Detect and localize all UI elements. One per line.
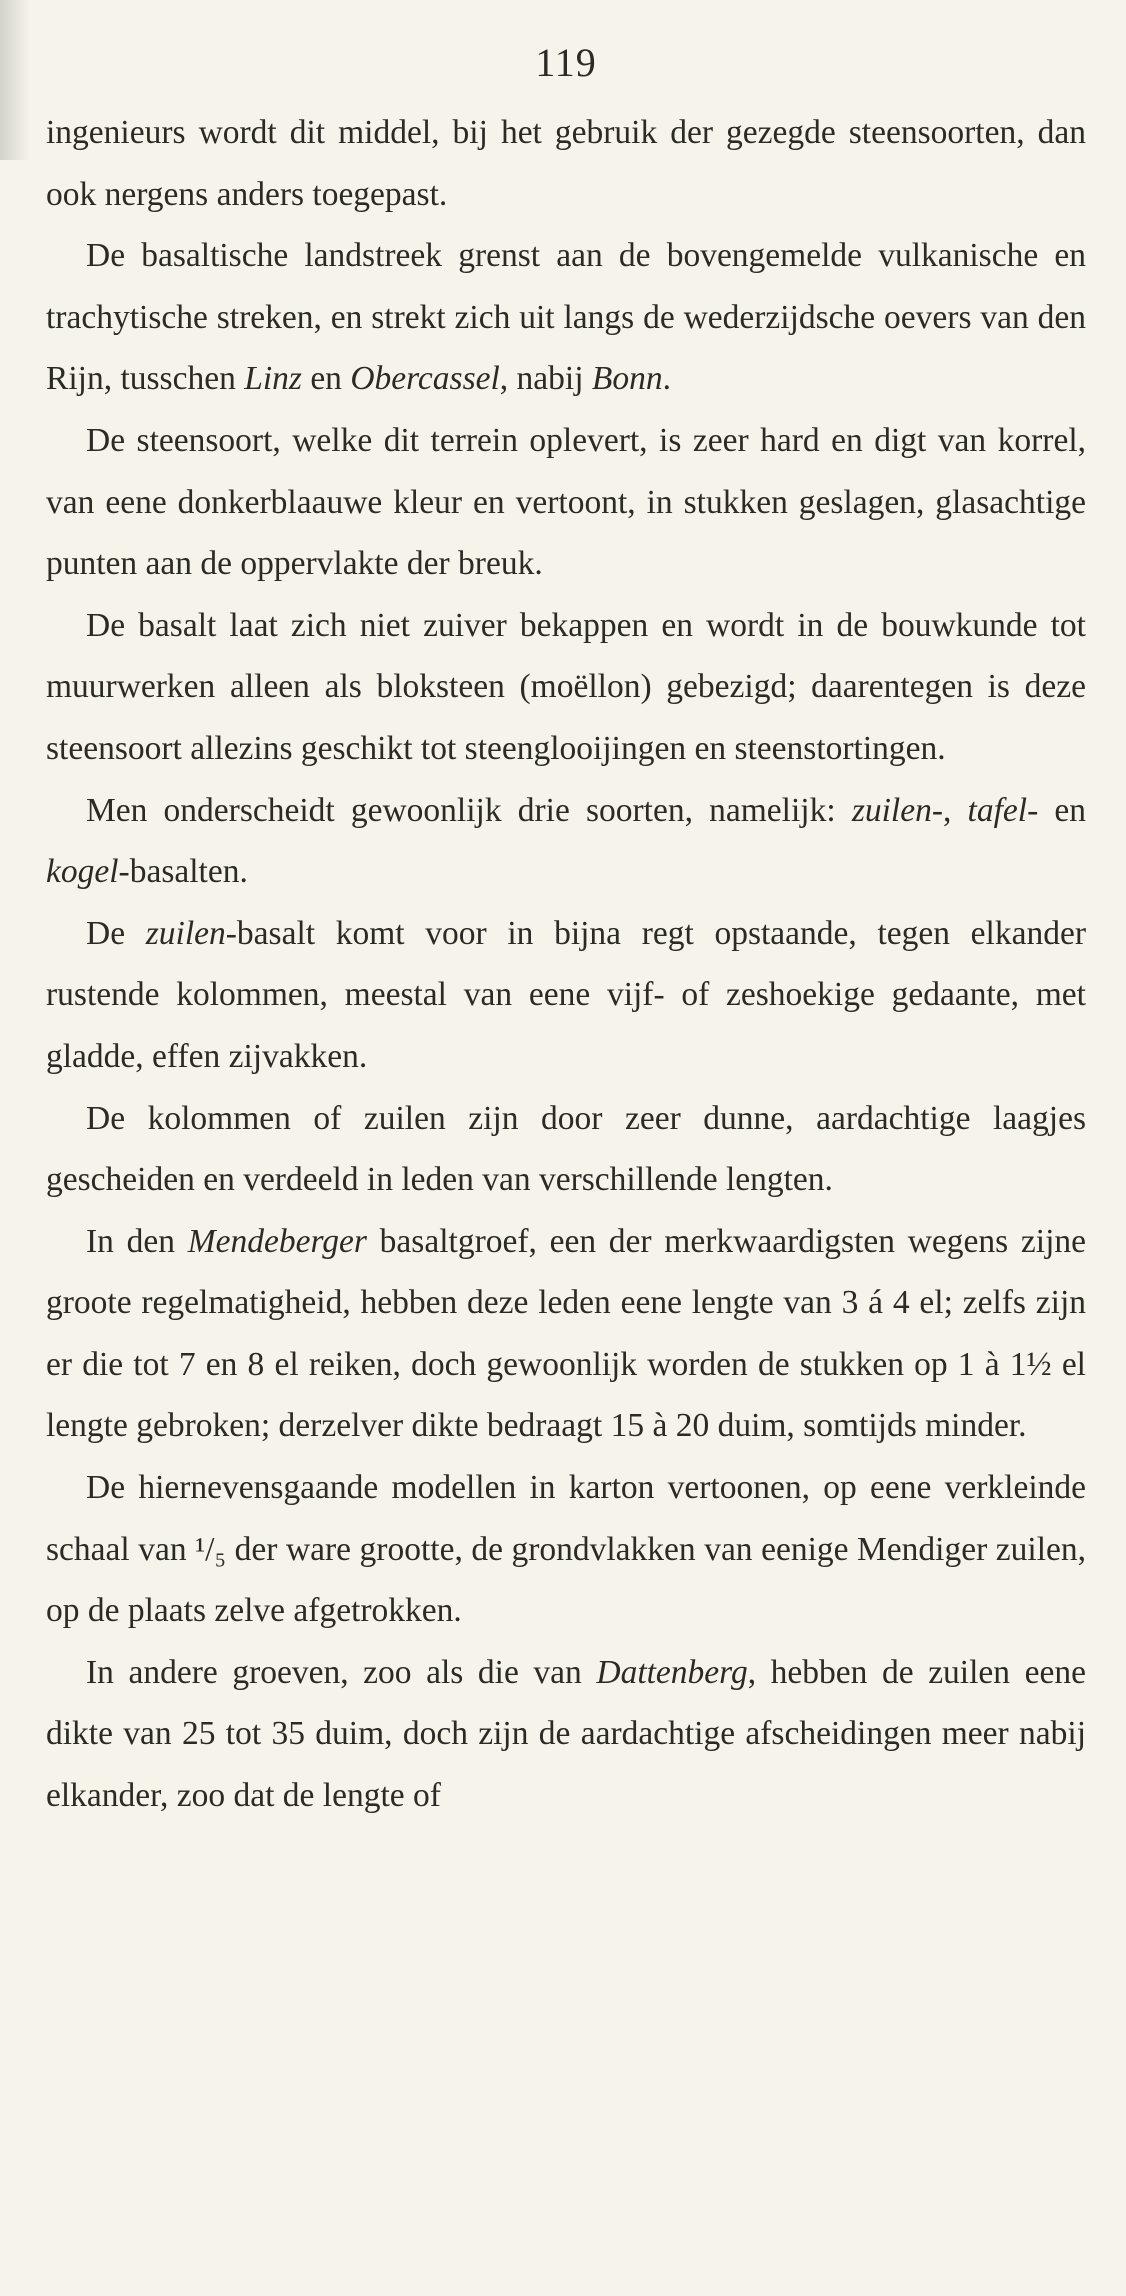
term-kogel: kogel-	[46, 853, 130, 891]
paragraph-4: De basalt laat zich niet zuiver bekappen en wordt in de bouwkunde tot muurwerken alleen als bloksteen (moëllon) gebezigd; daarentegen is deze steensoort allezins geschikt tot steenglooijingen en steenstortingen.	[46, 606, 1086, 767]
paragraph-7: De kolommen of zuilen zijn door zeer dunne, aardachtige laagjes gescheiden en verdeeld in leden van verschillende lengten.	[46, 1099, 1086, 1199]
paragraph-2: De basaltische landstreek grenst aan de bovengemelde vulkanische en trachytische streken, en strekt zich uit langs de wederzijdsche oevers van den Rijn, tusschen Linz en Obercassel, nabij Bonn.	[46, 237, 1086, 398]
paragraph-9: De hiernevensgaande modellen in karton vertoonen, op eene verkleinde schaal van ¹/₅ der ware grootte, de grondvlakken van eenige Mendiger zuilen, op de plaats zelve afgetrokken.	[46, 1469, 1086, 1630]
paragraph-6: De zuilen-basalt komt voor in bijna regt opstaande, tegen elkander rustende kolommen, meestal van eene vijf- of zeshoekige gedaante, met gladde, effen zijvakken.	[46, 914, 1086, 1075]
place-dattenberg: Dattenberg	[596, 1653, 748, 1691]
term-zuilen-basalt: zuilen-	[145, 914, 237, 952]
paragraph-1: ingenieurs wordt dit middel, bij het gebruik der gezegde steensoorten, dan ook nergens anders toegepast.	[46, 114, 1086, 213]
place-bonn: Bonn	[591, 360, 663, 398]
paragraph-3: De steensoort, welke dit terrein oplevert, is zeer hard en digt van korrel, van eene donkerblaauwe kleur en vertoont, in stukken geslagen, glasachtige punten aan de oppervlakte der breuk.	[46, 421, 1086, 583]
term-zuilen: zuilen-	[851, 791, 943, 829]
place-obercassel: Obercassel	[350, 360, 500, 398]
term-tafel: tafel-	[967, 791, 1039, 829]
place-mendeberger: Mendeberger	[187, 1222, 367, 1260]
paragraph-8: In den Mendeberger basaltgroef, een der merkwaardigsten wegens zijne groote regelmatigheid, hebben deze leden eene lengte van 3 á 4 el; zelfs zijn er die tot 7 en 8 el reiken, doch gewoonlijk worden de stukken op 1 à 1½ el lengte gebroken; derzelver dikte bedraagt 15 à 20 duim, somtijds minder.	[46, 1222, 1087, 1445]
place-linz: Linz	[244, 360, 302, 398]
page-number: 119	[535, 40, 597, 85]
paragraph-5: Men onderscheidt gewoonlijk drie soorten, namelijk: zuilen-, tafel- en kogel-basalten.	[46, 791, 1087, 891]
paragraph-10: In andere groeven, zoo als die van Dattenberg, hebben de zuilen eene dikte van 25 tot 35 duim, doch zijn de aardachtige afscheidingen meer nabij elkander, zoo dat de lengte of	[46, 1653, 1086, 1815]
